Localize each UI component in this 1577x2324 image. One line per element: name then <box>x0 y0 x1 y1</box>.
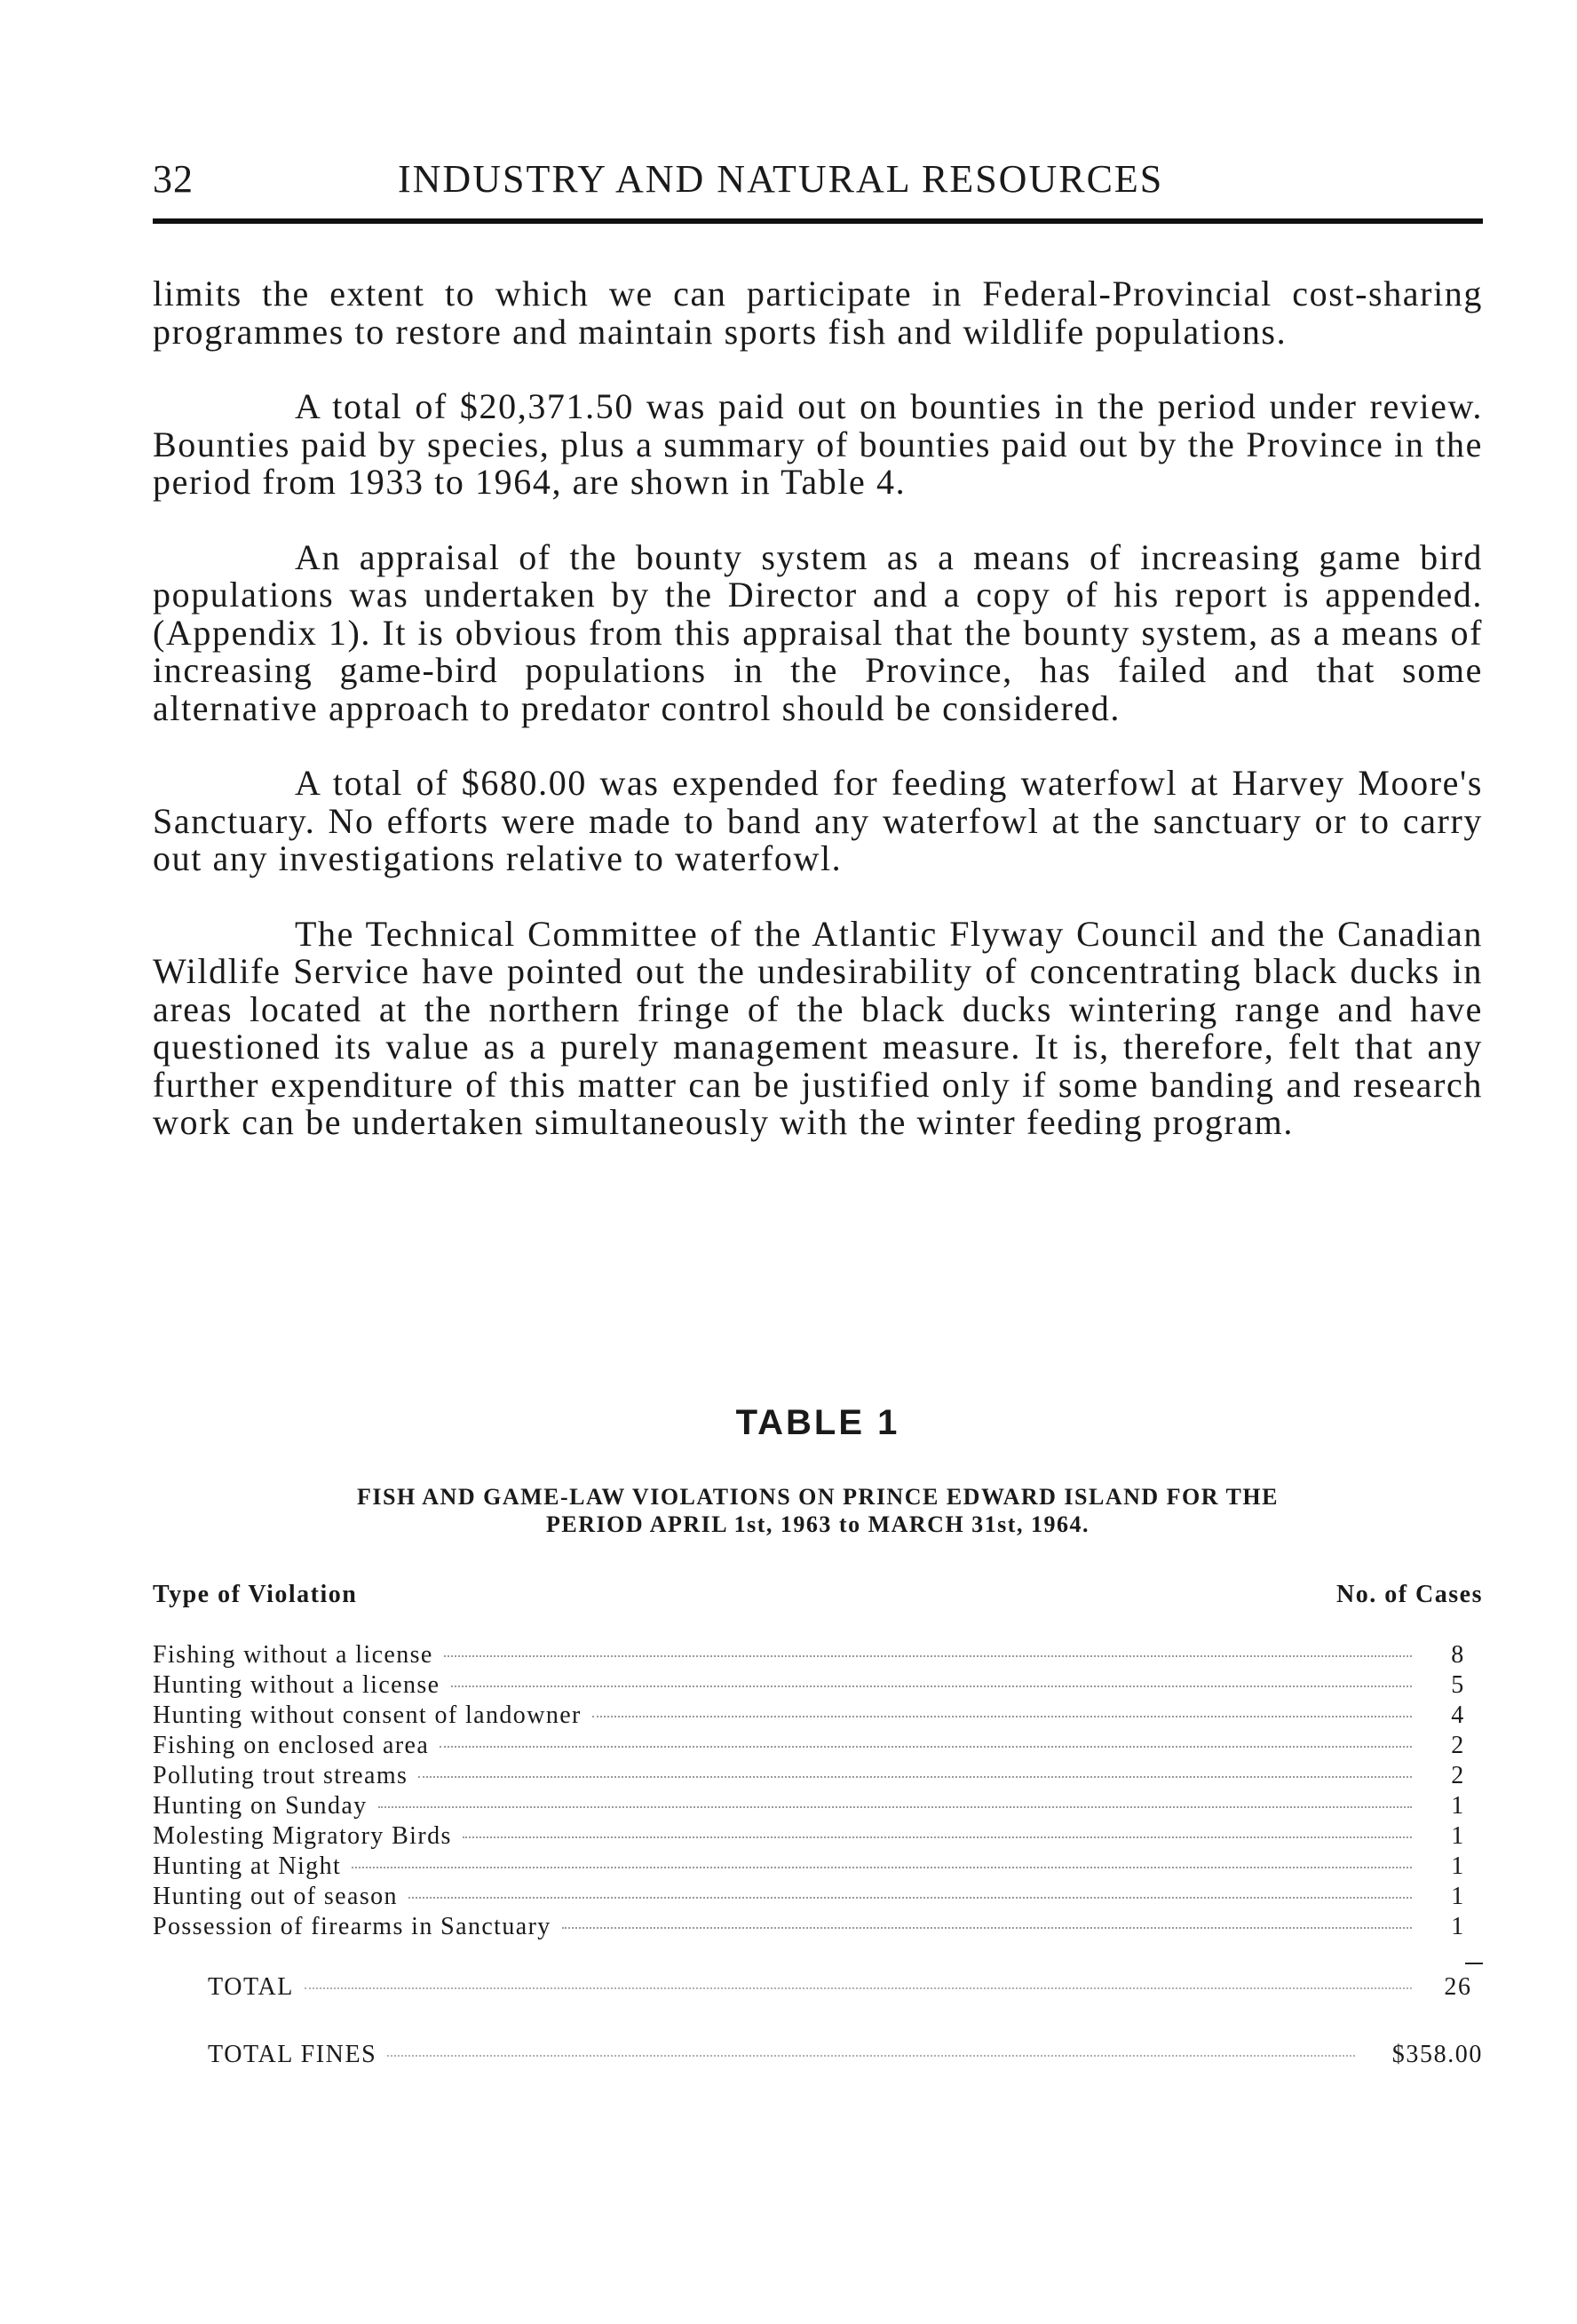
row-value: 1 <box>1451 1852 1465 1880</box>
running-header <box>153 151 1483 213</box>
row-label: Hunting without consent of landowner <box>153 1701 582 1729</box>
dot-leader <box>387 2055 1355 2057</box>
table-row <box>153 1852 1483 1883</box>
paragraph: limits the extent to which we can participate in Federal-Provincial cost-sharing programmes to restore and maintain sports fish and wildlife populations. <box>153 274 1483 352</box>
row-label: Polluting trout streams <box>153 1762 408 1789</box>
paragraph: An appraisal of the bounty system as a means of increasing game bird populations was undertaken by the Director and a copy of his report is appended. (Appendix 1). It is obvious from this appraisal that the bounty system, as a means of increasing game-bird populations in the Province, has failed and that some alternative approach to predator control should be considered. <box>153 536 1483 728</box>
table-row <box>153 1913 1483 1943</box>
column-header-violation: Type of Violation <box>153 1581 358 1608</box>
dot-leader <box>463 1836 1412 1838</box>
paragraph: A total of $20,371.50 was paid out on bounties in the period under review. Bounties paid by species, plus a summary of bounties paid out by the Province in the period from 1933 to 1964, are shown in Table 4. <box>153 386 1483 502</box>
dot-leader <box>418 1776 1412 1778</box>
table-row <box>153 1701 1483 1732</box>
row-label: Fishing on enclosed area <box>153 1732 430 1759</box>
total-fines-value: $358.00 <box>1391 2041 1483 2068</box>
row-value: 1 <box>1451 1792 1465 1820</box>
row-value: 2 <box>1451 1732 1465 1759</box>
row-value: 8 <box>1451 1641 1465 1669</box>
total-fines-label: TOTAL FINES <box>208 2041 377 2068</box>
row-value: 1 <box>1451 1883 1465 1910</box>
table-caption <box>153 1483 1483 1538</box>
column-header-cases: No. of Cases <box>1336 1581 1483 1608</box>
table-body <box>153 1641 1483 1943</box>
total-value: 26 <box>1444 1973 1472 2001</box>
table-title: TABLE 1 <box>735 1403 900 1442</box>
dot-leader <box>444 1655 1412 1657</box>
body-text <box>153 275 1483 1179</box>
total-row <box>208 1973 1483 2002</box>
row-label: Hunting at Night <box>153 1852 342 1880</box>
row-label: Possession of firearms in Sanctuary <box>153 1913 551 1940</box>
row-label: Hunting without a license <box>153 1671 440 1699</box>
row-label: Molesting Migratory Birds <box>153 1822 452 1850</box>
row-value: 4 <box>1451 1701 1465 1729</box>
dot-leader <box>592 1716 1412 1717</box>
table-row <box>153 1732 1483 1762</box>
row-label: Fishing without a license <box>153 1641 433 1669</box>
row-value: 5 <box>1451 1671 1465 1699</box>
dot-leader <box>378 1806 1412 1808</box>
table-caption-line: PERIOD APRIL 1st, 1963 to MARCH 31st, 1964. <box>546 1511 1090 1537</box>
table-row <box>153 1822 1483 1852</box>
table-row <box>153 1883 1483 1913</box>
header-rule <box>153 218 1483 224</box>
row-value: 1 <box>1451 1913 1465 1940</box>
running-title: INDUSTRY AND NATURAL RESOURCES <box>398 157 1164 201</box>
dot-leader <box>352 1867 1412 1868</box>
row-value: 1 <box>1451 1822 1465 1850</box>
total-fines-row <box>208 2041 1483 2069</box>
table-row <box>153 1762 1483 1792</box>
row-value: 2 <box>1451 1762 1465 1789</box>
paragraph: A total of $680.00 was expended for feeding waterfowl at Harvey Moore's Sanctuary. No efforts were made to band any waterfowl at the sanctuary or to carry out any investigations relative to waterfowl. <box>153 763 1483 878</box>
row-label: Hunting out of season <box>153 1883 398 1910</box>
dot-leader <box>451 1685 1412 1687</box>
sum-rule <box>1465 1963 1483 1964</box>
row-label: Hunting on Sunday <box>153 1792 368 1820</box>
table-caption-line: FISH AND GAME-LAW VIOLATIONS ON PRINCE EDWARD ISLAND FOR THE <box>357 1484 1279 1510</box>
table-row <box>153 1671 1483 1701</box>
table-row <box>153 1792 1483 1822</box>
paragraph: The Technical Committee of the Atlantic Flyway Council and the Canadian Wildlife Service have pointed out the undesirability of concentrating black ducks in areas located at the northern fringe of the black ducks wintering range and have questioned its value as a purely management measure. It is, therefore, felt that any further expenditure of this matter can be justified only if some banding and research work can be undertaken simultaneously with the winter feeding program. <box>153 913 1483 1142</box>
dot-leader <box>562 1927 1412 1929</box>
total-label: TOTAL <box>208 1973 295 2001</box>
dot-leader <box>408 1897 1412 1899</box>
dot-leader <box>305 1987 1412 1989</box>
dot-leader <box>440 1746 1412 1748</box>
page-number: 32 <box>153 157 194 201</box>
table-row <box>153 1641 1483 1671</box>
